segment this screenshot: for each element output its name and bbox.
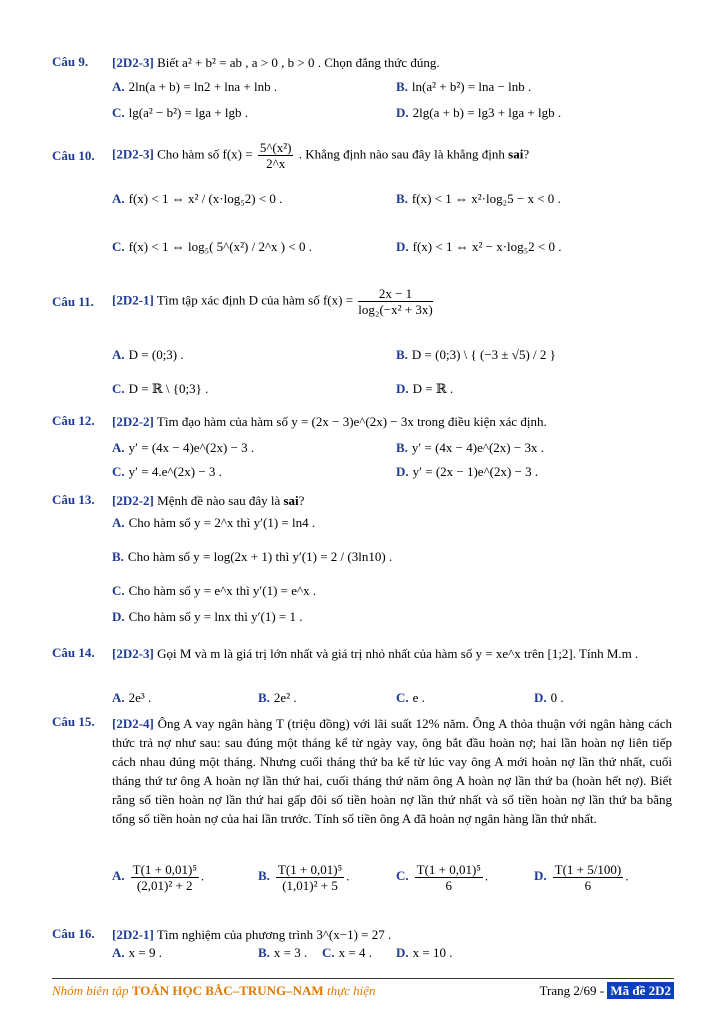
option-d[interactable]: D. Cho hàm số y = lnx thì y′(1) = 1 .	[112, 609, 303, 624]
page-footer	[52, 978, 674, 1001]
exam-code: Mã đề 2D2	[607, 982, 674, 999]
question-16	[52, 926, 678, 970]
question-number: Câu 11.	[52, 294, 94, 309]
level-tag: [2D2-3]	[112, 55, 154, 70]
option-a[interactable]: A. Cho hàm số y = 2^x thì y′(1) = ln4 .	[112, 515, 316, 530]
option-d[interactable]: D. f(x) < 1 ⇔ x² − x·log₅2 < 0 .	[396, 239, 562, 254]
fraction: $\frac{\text{5\textasciicircum{}(x²)}}{2\^{}x}$	[259, 140, 292, 171]
option-c[interactable]: C. lg(a² − b²) = lga + lgb .	[112, 105, 248, 120]
footer-page	[540, 983, 674, 999]
page-number: Trang 2/69 -	[539, 983, 605, 998]
level-tag: [2D2-3]	[112, 146, 154, 162]
question-stem: Tìm đạo hàm của hàm số y = (2x − 3)e^(2x) − 3x trong điều kiện xác định.	[156, 414, 547, 429]
question-10: Câu 10. [2D2-3] Cho hàm số f(x) = $\frac{\text{5\textasciicircum{}(x²)}}{2\^{}x}$ . Khẳng định nào sau đây là khẳng định sai? A. f(x) < 1 ⇔ x² / (x·log₅2) < 0 . B. f(x) < 1 ⇔ x²·log₂5 − x < 0 . C. f(x) < 1 ⇔ log₅( 5^(x²) / 2^x ) < 0 . D. f(x) < 1 ⇔ x² − x·log₅2 < 0 .	[52, 140, 562, 254]
option-b[interactable]: B. f(x) < 1 ⇔ x²·log₂5 − x < 0 .	[396, 191, 561, 206]
question-number: Câu 14.	[52, 645, 95, 660]
option-c[interactable]: C. Cho hàm số y = e^x thì y′(1) = e^x .	[112, 583, 317, 598]
question-11: Câu 11. [2D2-1] Tìm tập xác định D của hàm số f(x) = $\frac{2x - 1}{\text{log₂(−x² + 3x)}}$ A. D = (0;3) . B. D = (0;3) \ { (−3 ± √5) / 2 } C. D = ℝ \ {0;3} . D. D = ℝ .	[52, 286, 556, 396]
option-b[interactable]: B. x = 3 .	[258, 945, 308, 960]
level-tag: [2D2-1]	[112, 927, 154, 942]
question-13: Câu 13. [2D2-2] Mệnh đề nào sau đây là sai? A. Cho hàm số y = 2^x thì y′(1) = ln4 . B. Cho hàm số y = log(2x + 1) thì y′(1) = 2 / (3ln10) . C. Cho hàm số y = e^x thì y′(1) = e^x . D. Cho hàm số y = lnx thì y′(1) = 1 .	[52, 492, 393, 624]
option-d[interactable]: D. 2lg(a + b) = lg3 + lga + lgb .	[396, 105, 562, 120]
option-d[interactable]: D. y′ = (2x − 1)e^(2x) − 3 .	[396, 464, 539, 479]
question-stem: Gọi M và m là giá trị lớn nhất và giá trị nhỏ nhất của hàm số y = xe^x trên [1;2]. Tính M.m .	[157, 646, 639, 661]
question-12	[52, 413, 678, 483]
option-c[interactable]: C. x = 4 .	[322, 945, 372, 960]
question-number: Câu 13.	[52, 492, 95, 507]
question-9	[52, 54, 678, 124]
option-c[interactable]: C. f(x) < 1 ⇔ log₅( 5^(x²) / 2^x ) < 0 .	[112, 239, 312, 254]
option-d[interactable]: D. x = 10 .	[396, 945, 453, 960]
option-a[interactable]: A. y′ = (4x − 4)e^(2x) − 3 .	[112, 440, 255, 455]
level-tag: [2D2-2]	[112, 493, 154, 508]
question-number: Câu 9.	[52, 54, 89, 69]
fraction: $\frac{2x - 1}{\text{log₂(−x² + 3x)}}$	[358, 286, 433, 317]
option-b[interactable]: B. 2e² .	[258, 690, 297, 705]
level-tag: [2D2-3]	[112, 646, 154, 661]
option-b[interactable]: B. Cho hàm số y = log(2x + 1) thì y′(1) = 2 / (3ln10) .	[112, 549, 393, 564]
option-a[interactable]: A. f(x) < 1 ⇔ x² / (x·log₅2) < 0 .	[112, 191, 283, 206]
option-a[interactable]: A. D = (0;3) .	[112, 347, 184, 362]
option-d[interactable]: D. D = ℝ .	[396, 381, 454, 396]
option-d[interactable]: D. $\frac{T(1 + 5/100)}{6}$ .	[534, 862, 629, 893]
option-d[interactable]: D. 0 .	[534, 690, 564, 705]
question-stem: Biết a² + b² = ab , a > 0 , b > 0 . Chọn đẳng thức đúng.	[157, 55, 440, 70]
question-14	[52, 645, 678, 710]
option-c[interactable]: C. e .	[396, 690, 425, 705]
footer-credit: Nhóm biên tập TOÁN HỌC BẮC–TRUNG–NAM thực hiện	[52, 983, 376, 998]
question-number: Câu 10.	[52, 148, 95, 163]
question-number: Câu 15.	[52, 714, 95, 729]
option-a[interactable]: A. $\frac{\text{T(1 + 0,01)⁵}}{\text{(2,01)² + 2}}$ .	[112, 862, 205, 893]
question-stem: Ông A vay ngân hàng T (triệu đồng) với lãi suất 12% năm. Ông A thỏa thuận với ngân hàng cách thức trả nợ như sau: sau đúng một tháng kể từ ngày vay, ông bắt đầu hoàn nợ; hai lần hoàn nợ liên tiếp cách nhau đúng một tháng. Nhưng cuối tháng thứ ba kể từ lúc vay ông A mới hoàn nợ lần thứ nhất, cuối tháng thứ tư ông A hoàn nợ lần thứ hai, cuối tháng thứ năm ông A hoàn nợ lần thứ ba (hoàn hết nợ). Biết rằng số tiền hoàn nợ lần thứ hai gấp đôi số tiền hoàn nợ lần thứ nhất và số tiền hoàn nợ lần thứ ba bằng tổng số tiền hoàn nợ của hai lần trước. Tính số tiền ông A đã hoàn nợ ngân hàng lần thứ nhất.	[112, 716, 673, 826]
option-c[interactable]: C. D = ℝ \ {0;3} .	[112, 381, 209, 396]
level-tag: [2D2-4]	[112, 716, 154, 731]
question-number: Câu 12.	[52, 413, 95, 428]
option-b[interactable]: B. ln(a² + b²) = lna − lnb .	[396, 79, 532, 94]
level-tag: [2D2-2]	[112, 414, 154, 429]
option-a[interactable]: A. 2ln(a + b) = ln2 + lna + lnb .	[112, 79, 278, 94]
option-c[interactable]: C. y′ = 4.e^(2x) − 3 .	[112, 464, 222, 479]
level-tag: [2D2-1]	[112, 292, 154, 308]
option-b[interactable]: B. y′ = (4x − 4)e^(2x) − 3x .	[396, 440, 544, 455]
question-15	[52, 714, 678, 914]
option-b[interactable]: B. D = (0;3) \ { (−3 ± √5) / 2 }	[396, 347, 556, 362]
question-number: Câu 16.	[52, 926, 95, 941]
question-stem: Tìm nghiệm của phương trình 3^(x−1) = 27 .	[156, 927, 392, 942]
option-a[interactable]: A. x = 9 .	[112, 945, 162, 960]
option-a[interactable]: A. 2e³ .	[112, 690, 152, 705]
option-b[interactable]: B. $\frac{\text{T(1 + 0,01)⁵}}{\text{(1,01)² + 5}}$ .	[258, 862, 350, 893]
option-c[interactable]: C. $\frac{\text{T(1 + 0,01)⁵}}{6}$ .	[396, 862, 489, 893]
